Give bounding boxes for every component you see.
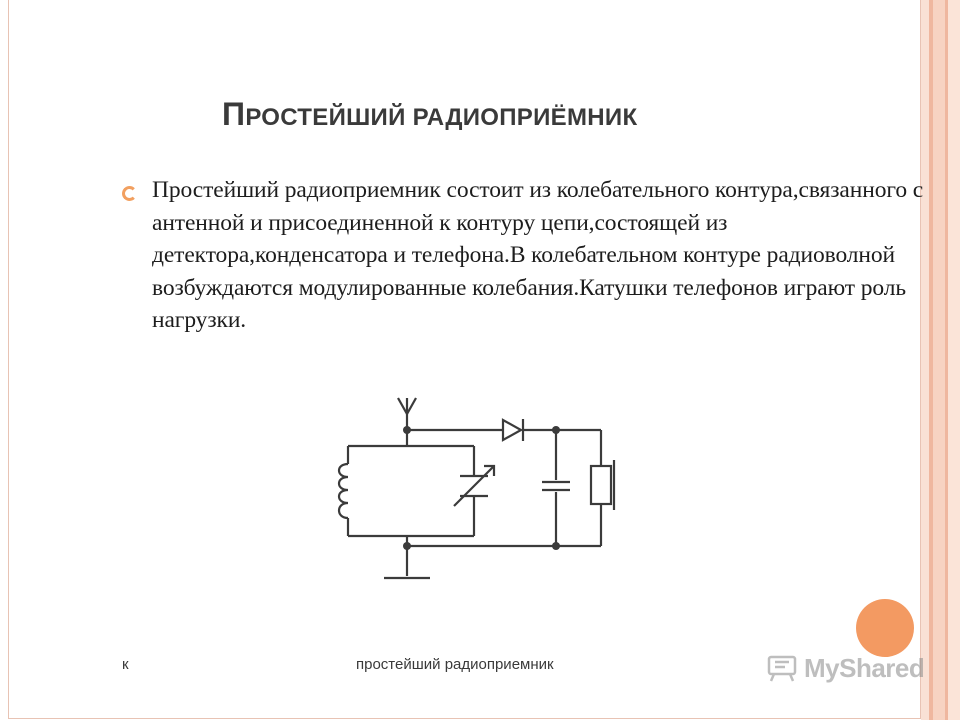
capacitor-symbol — [542, 482, 570, 490]
right-decorative-stripes — [921, 0, 960, 720]
diode-symbol — [503, 419, 523, 441]
decorative-orange-circle — [856, 599, 914, 657]
myshared-watermark[interactable] — [766, 652, 924, 684]
watermark-brand-text: MyShared — [804, 652, 925, 683]
slide-title — [222, 98, 637, 130]
inductor-coil-symbol — [339, 464, 348, 518]
title-initial: П — [222, 96, 246, 132]
ground-symbol — [384, 546, 430, 578]
telephone-earphone-symbol — [591, 460, 614, 510]
bullet-icon — [122, 186, 137, 201]
footer-left-text: к — [122, 656, 129, 673]
radio-receiver-circuit-diagram — [318, 386, 648, 596]
title-rest: РОСТЕЙШИЙ РАДИОПРИЁМНИК — [245, 104, 638, 131]
presentation-board-icon — [766, 652, 798, 684]
bullet-text: Простейший радиоприемник состоит из колебательного контура,связанного с антенной и присоединенной к контуру цепи,состоящей из детектора,конденсатора и телефона.В колебательном контуре радиоволной возбуждаются модулированные колебания.Катушки телефонов играют роль нагрузки. — [152, 177, 924, 334]
footer-center-text: простейший радиоприемник — [356, 656, 554, 673]
antenna-symbol — [398, 398, 416, 430]
junction-dots — [403, 426, 560, 550]
